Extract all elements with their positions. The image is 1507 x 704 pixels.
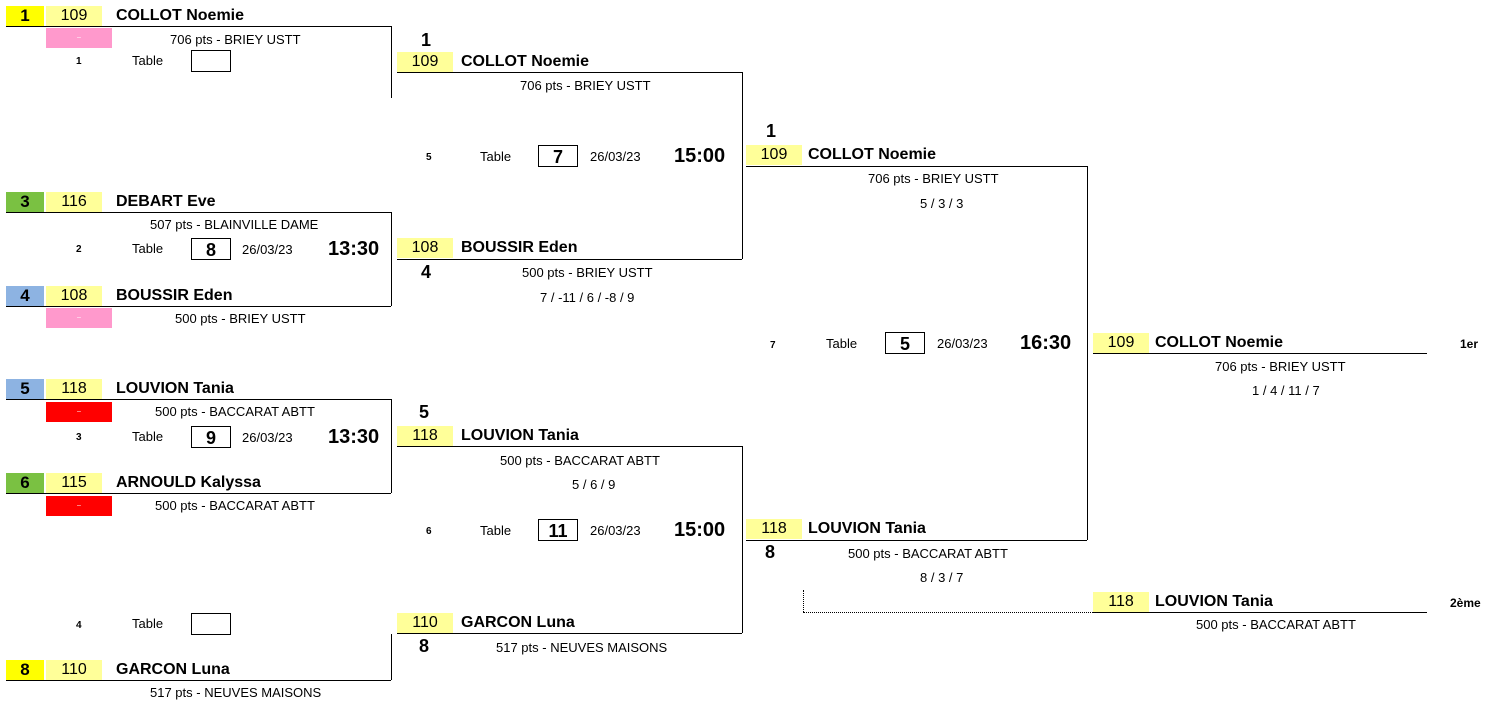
- player-points-club: 517 pts - NEUVES MAISONS: [150, 685, 322, 700]
- table-label: Table: [132, 616, 164, 631]
- player-name[interactable]: LOUVION Tania: [116, 380, 234, 397]
- winner-seed: 1: [421, 30, 432, 50]
- player-number: 109: [746, 145, 802, 165]
- table-label: Table: [480, 523, 512, 538]
- player-number: 108: [46, 286, 102, 306]
- table-number-box[interactable]: [191, 50, 231, 72]
- match-score: 5 / 3 / 3: [920, 196, 964, 211]
- winner-seed: 8: [419, 636, 430, 656]
- player-name[interactable]: DEBART Eve: [116, 193, 216, 210]
- player-points-club: 500 pts - BACCARAT ABTT: [155, 498, 315, 513]
- player-name[interactable]: COLLOT Noemie: [808, 146, 937, 163]
- table-label: Table: [480, 149, 512, 164]
- player-number: 116: [46, 192, 102, 212]
- player-points-club: 500 pts - BRIEY USTT: [175, 311, 306, 326]
- seed-badge: 8: [6, 660, 44, 680]
- player-number: 118: [746, 519, 802, 539]
- match-date: 26/03/23: [937, 336, 988, 351]
- match-number: 2: [76, 244, 82, 255]
- match-number: 4: [76, 620, 82, 631]
- player-name[interactable]: ARNOULD Kalyssa: [116, 474, 261, 491]
- player-points-club: 500 pts - BACCARAT ABTT: [1196, 617, 1356, 632]
- flag-marker: –: [46, 496, 112, 516]
- winner-seed: 8: [765, 542, 776, 562]
- player-name[interactable]: LOUVION Tania: [1155, 593, 1273, 610]
- rank-label: 1er: [1460, 337, 1479, 351]
- match-time: 15:00: [674, 519, 726, 541]
- table-number-box[interactable]: 8: [191, 238, 231, 260]
- seed-badge: 5: [6, 379, 44, 399]
- player-number: 115: [46, 473, 102, 493]
- winner-seed: 4: [421, 262, 432, 282]
- table-label: Table: [132, 429, 164, 444]
- player-number: 110: [397, 613, 453, 633]
- flag-marker: –: [46, 402, 112, 422]
- match-date: 26/03/23: [242, 430, 293, 445]
- player-points-club: 706 pts - BRIEY USTT: [868, 171, 999, 186]
- table-number-box[interactable]: [191, 613, 231, 635]
- match-time: 16:30: [1020, 332, 1072, 354]
- match-score: 8 / 3 / 7: [920, 570, 964, 585]
- match-score: 5 / 6 / 9: [572, 477, 616, 492]
- winner-seed: 5: [419, 402, 430, 422]
- match-number: 5: [426, 152, 432, 163]
- player-number: 118: [46, 379, 102, 399]
- player-points-club: 500 pts - BACCARAT ABTT: [848, 546, 1008, 561]
- flag-marker: –: [46, 28, 112, 48]
- player-name[interactable]: BOUSSIR Eden: [116, 287, 233, 304]
- winner-seed: 1: [766, 121, 777, 141]
- player-points-club: 706 pts - BRIEY USTT: [1215, 359, 1346, 374]
- table-number-box[interactable]: 5: [885, 332, 925, 354]
- match-time: 13:30: [328, 238, 380, 260]
- player-name[interactable]: LOUVION Tania: [808, 520, 926, 537]
- player-number: 109: [397, 52, 453, 72]
- player-points-club: 706 pts - BRIEY USTT: [520, 78, 651, 93]
- flag-marker: –: [46, 308, 112, 328]
- player-number: 108: [397, 238, 453, 258]
- match-date: 26/03/23: [242, 242, 293, 257]
- player-number: 118: [397, 426, 453, 446]
- player-name[interactable]: COLLOT Noemie: [116, 7, 245, 24]
- player-name[interactable]: COLLOT Noemie: [1155, 334, 1284, 351]
- match-number: 6: [426, 526, 432, 537]
- seed-badge: 1: [6, 6, 44, 26]
- player-name[interactable]: GARCON Luna: [116, 661, 230, 678]
- match-date: 26/03/23: [590, 149, 641, 164]
- seed-badge: 3: [6, 192, 44, 212]
- match-score: 1 / 4 / 11 / 7: [1252, 383, 1320, 398]
- player-number: 109: [1093, 333, 1149, 353]
- player-number: 110: [46, 660, 102, 680]
- match-number: 7: [770, 340, 776, 351]
- player-points-club: 507 pts - BLAINVILLE DAME: [150, 217, 319, 232]
- player-points-club: 517 pts - NEUVES MAISONS: [496, 640, 668, 655]
- match-number: 3: [76, 432, 82, 443]
- seed-badge: 4: [6, 286, 44, 306]
- table-number-box[interactable]: 7: [538, 145, 578, 167]
- table-label: Table: [826, 336, 858, 351]
- match-time: 15:00: [674, 145, 726, 167]
- match-date: 26/03/23: [590, 523, 641, 538]
- match-number: 1: [76, 56, 82, 67]
- seed-badge: 6: [6, 473, 44, 493]
- player-number: 109: [46, 6, 102, 26]
- table-number-box[interactable]: 11: [538, 519, 578, 541]
- rank-label: 2ème: [1450, 596, 1481, 610]
- player-points-club: 706 pts - BRIEY USTT: [170, 32, 301, 47]
- player-points-club: 500 pts - BACCARAT ABTT: [500, 453, 660, 468]
- player-points-club: 500 pts - BRIEY USTT: [522, 265, 653, 280]
- match-time: 13:30: [328, 426, 380, 448]
- player-points-club: 500 pts - BACCARAT ABTT: [155, 404, 315, 419]
- player-name[interactable]: BOUSSIR Eden: [461, 239, 578, 256]
- table-label: Table: [132, 53, 164, 68]
- player-name[interactable]: COLLOT Noemie: [461, 53, 590, 70]
- table-number-box[interactable]: 9: [191, 426, 231, 448]
- player-number: 118: [1093, 592, 1149, 612]
- table-label: Table: [132, 241, 164, 256]
- match-score: 7 / -11 / 6 / -8 / 9: [540, 290, 635, 305]
- player-name[interactable]: GARCON Luna: [461, 614, 575, 631]
- player-name[interactable]: LOUVION Tania: [461, 427, 579, 444]
